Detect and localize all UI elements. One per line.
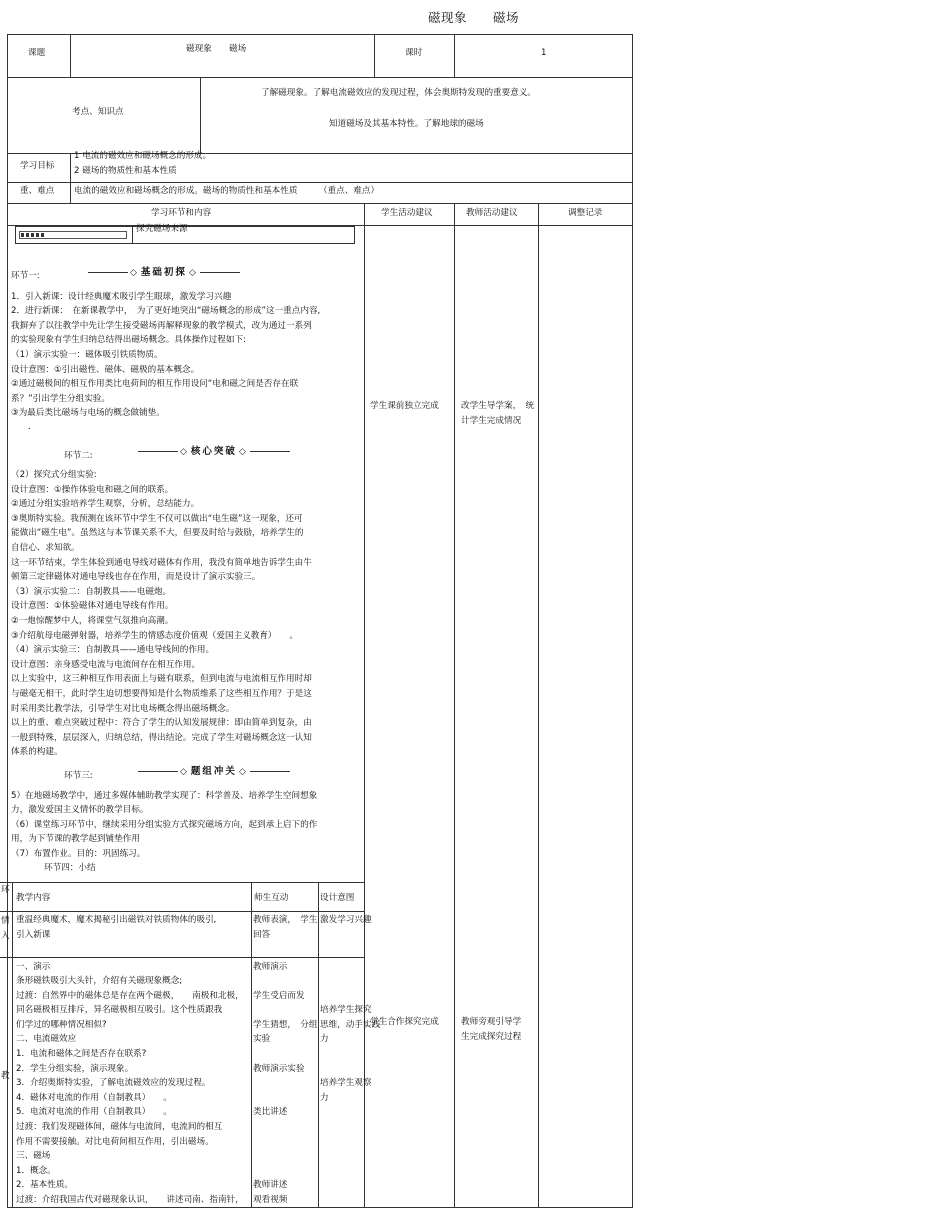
progress-bar-graphic	[19, 231, 127, 239]
section-3-label: 环节三:	[64, 771, 93, 781]
hours-label: 课时	[405, 48, 423, 58]
section-4-label: 环节四：小结	[44, 863, 96, 873]
goal-line-2: 2 磁场的物质性和基本性质	[74, 166, 177, 176]
topic-value: 磁现象 磁场	[186, 44, 247, 54]
knowledge-point-1: 了解磁现象。了解电流磁效应的发现过程，体会奥斯特发现的重要意义。	[261, 88, 537, 98]
inner-side-char-1: 环	[1, 885, 10, 895]
teacher-note-1-line-1: 改学生导学案， 统	[461, 401, 535, 411]
column-header-student: 学生活动建议	[381, 208, 433, 218]
knowledge-point-2: 知道磁场及其基本特性。了解地球的磁场	[329, 119, 484, 129]
inner-side-char-3: 入	[1, 931, 10, 941]
inner-header-interact: 师生互动	[254, 893, 289, 903]
inner-side-char-2: 情	[1, 916, 10, 926]
inner-row-1-interact-line-1: 教师表演， 学生	[253, 915, 318, 925]
teacher-note-1-line-2: 计学生完成情况	[461, 416, 522, 426]
topic-label: 课题	[28, 48, 46, 58]
section-1-label: 环节一:	[11, 271, 40, 281]
goal-line-1: 1 电流的磁效应和磁场概念的形成。	[74, 151, 212, 161]
column-header-content: 学习环节和内容	[151, 208, 212, 218]
student-note-1: 学生课前独立完成	[370, 401, 439, 411]
inner-side-char-4: 教	[1, 1071, 10, 1081]
document-title: 磁现象 磁场	[428, 10, 520, 25]
key-points-label: 重、难点	[20, 186, 55, 196]
teacher-note-2-line-2: 生完成探究过程	[461, 1032, 522, 1042]
goal-label: 学习目标	[20, 161, 55, 171]
student-note-2: 学生合作探究完成	[370, 1017, 439, 1027]
inner-row-1-content-line-1: 重温经典魔术，魔术揭秘引出磁铁对铁质物体的吸引,	[16, 915, 217, 925]
teacher-note-2-line-1: 教师旁观引导学	[461, 1017, 522, 1027]
inner-row-1-content-line-2: 引入新课	[16, 930, 51, 940]
section-2-heading: ◇ 核心突破 ◇	[138, 443, 290, 457]
knowledge-points-label: 考点、知识点	[72, 107, 124, 117]
inner-header-content: 教学内容	[16, 893, 51, 903]
explore-box-label: 探究磁场来源	[136, 224, 188, 234]
inner-row-1-intent: 激发学习兴趣	[320, 915, 372, 925]
section-3-heading: ◇ 题组冲关 ◇	[138, 763, 290, 777]
section-2-label: 环节二:	[64, 451, 93, 461]
hours-value: 1	[541, 48, 547, 58]
inner-header-intent: 设计意图	[320, 893, 355, 903]
key-points-value: 电流的磁效应和磁场概念的形成。磁场的物质性和基本性质 （重点、难点）	[74, 186, 380, 196]
inner-row-1-interact-line-2: 回答	[253, 930, 271, 940]
column-header-teacher: 教师活动建议	[466, 208, 518, 218]
column-header-record: 调整记录	[568, 208, 603, 218]
section-1-heading: ◇ 基础初探 ◇	[88, 264, 240, 278]
